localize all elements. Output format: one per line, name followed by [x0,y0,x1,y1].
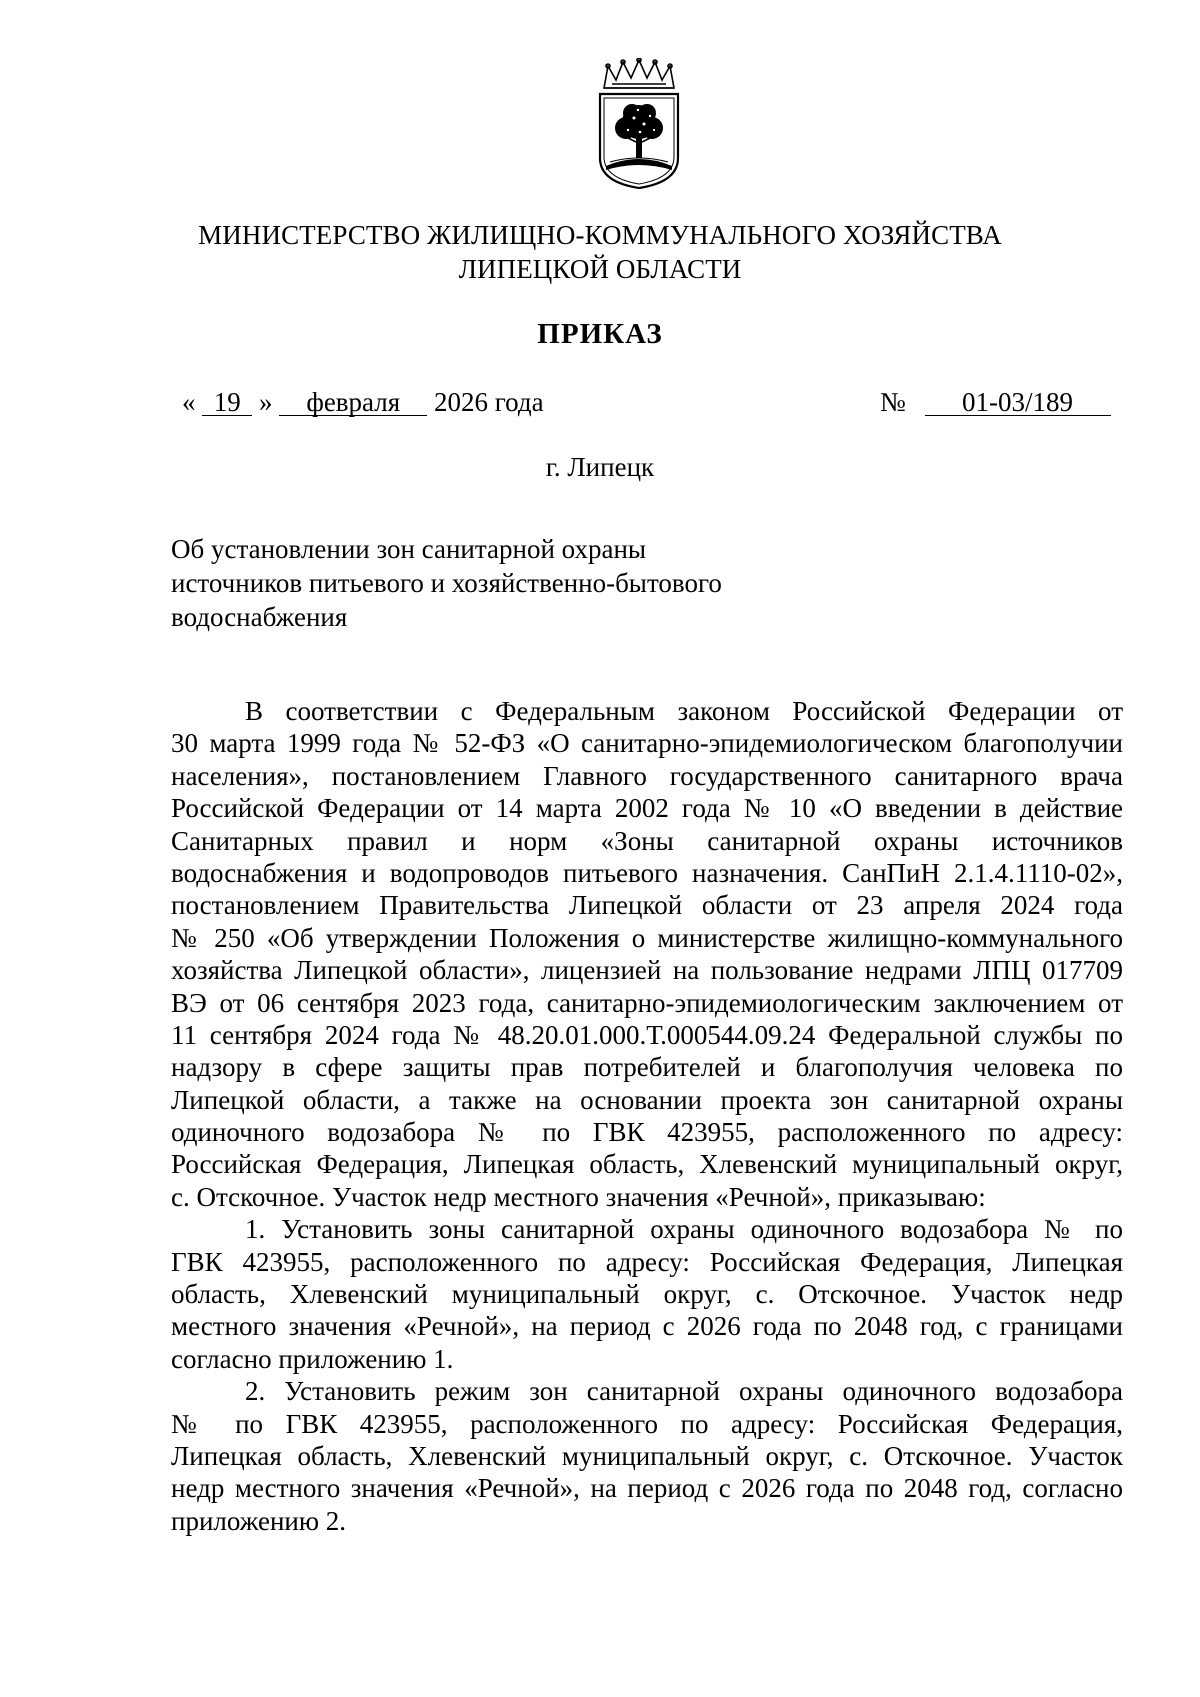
order-date [182,385,544,419]
subject-line: источников питьевого и хозяйственно-бытового [171,568,722,598]
number-sign: № [880,387,906,417]
body-line: надзору в сфере защиты прав потребителей и благополучия человека по [171,1052,1123,1083]
date-day: 19 [202,389,252,416]
body-line: Российская Федерация, Липецкая область, Хлевенский муниципальный округ, [171,1149,1123,1180]
clause-1-line: ГВК 423955, расположенного по адресу: Российская Федерация, Липецкая [171,1246,1123,1277]
subject-line: водоснабжения [171,602,348,632]
body-line: Липецкой области, а также на основании проекта зон санитарной охраны [171,1084,1123,1115]
lipetsk-oblast-coat-of-arms-icon [594,58,684,190]
order-number [880,385,1111,419]
clause-1-line: местного значения «Речной», на период с 2026 года по 2048 год, с границами [171,1311,1123,1342]
date-year: 2026 года [434,387,544,417]
clause-1-line: 1. Установить зоны санитарной охраны одиночного водозабора № по [245,1214,1123,1245]
body-line: водоснабжения и водопроводов питьевого назначения. СанПиН 2.1.4.1110-02», [171,857,1123,888]
body-line: ВЭ от 06 сентября 2023 года, санитарно-эпидемиологическим заключением от [171,987,1123,1018]
clause-2-line: Липецкая область, Хлевенский муниципальный округ, с. Отскочное. Участок [171,1440,1123,1471]
date-close-quote: » [259,387,273,417]
order-subject [171,532,722,634]
body-line: постановлением Правительства Липецкой области от 23 апреля 2024 года [171,890,1123,921]
ministry-name-line-1: МИНИСТЕРСТВО ЖИЛИЩНО-КОММУНАЛЬНОГО ХОЗЯЙСТВА [198,220,1002,250]
body-line: № 250 «Об утверждении Положения о министерстве жилищно-коммунального [171,922,1123,953]
clause-2-line: приложению 2. [171,1505,347,1536]
date-month: февраля [279,389,427,416]
issue-city: г. Липецк [545,452,655,482]
clause-2-line: 2. Установить режим зон санитарной охраны одиночного водозабора [245,1376,1123,1407]
body-line: Российской Федерации от 14 марта 2002 года № 10 «О введении в действие [171,793,1123,824]
ministry-name-line-2: ЛИПЕЦКОЙ ОБЛАСТИ [458,254,742,284]
document-type-title: ПРИКАЗ [537,318,663,350]
body-line: 11 сентября 2024 года № 48.20.01.000.Т.000544.09.24 Федеральной службы по [171,1019,1123,1050]
clause-1-line: область, Хлевенский муниципальный округ, с. Отскочное. Участок недр [171,1279,1123,1310]
subject-line: Об установлении зон санитарной охраны [171,534,647,564]
clause-2-line: недр местного значения «Речной», на период с 2026 года по 2048 год, согласно [171,1473,1123,1504]
clause-2-line: № по ГВК 423955, расположенного по адресу: Российская Федерация, [171,1408,1123,1439]
body-line: с. Отскочное. Участок недр местного значения «Речной», приказываю: [171,1181,986,1212]
date-open-quote: « [182,387,196,417]
body-line: В соответствии с Федеральным законом Российской Федерации от [245,696,1123,726]
body-line: населения», постановлением Главного государственного санитарного врача [171,760,1123,791]
body-line: хозяйства Липецкой области», лицензией на пользование недрами ЛПЦ 017709 [171,955,1123,986]
order-body [171,695,1123,1537]
body-line: Санитарных правил и норм «Зоны санитарной охраны источников [171,825,1123,856]
order-number-value: 01-03/189 [925,389,1111,416]
clause-1-line: согласно приложению 1. [171,1343,454,1374]
body-line: одиночного водозабора № по ГВК 423955, расположенного по адресу: [171,1117,1123,1148]
body-line: 30 марта 1999 года № 52-ФЗ «О санитарно-эпидемиологическом благополучии [171,728,1123,759]
